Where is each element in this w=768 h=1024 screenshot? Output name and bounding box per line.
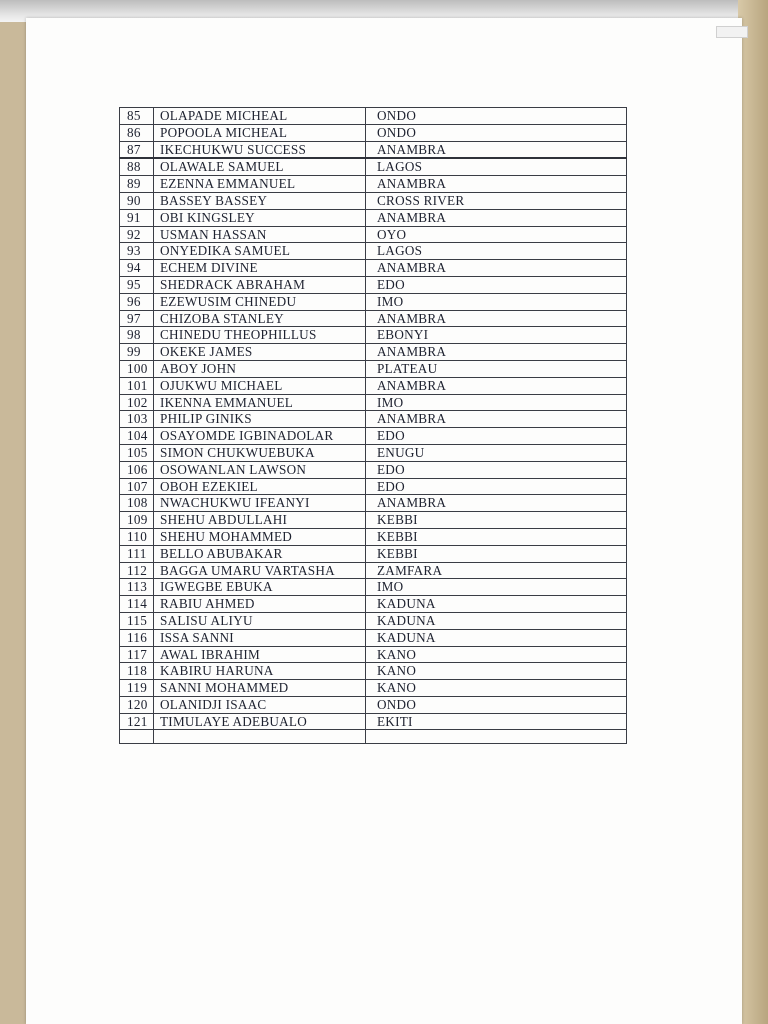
- empty-table-row: [120, 730, 627, 744]
- state-cell: IMO: [366, 293, 627, 310]
- state-cell: LAGOS: [366, 243, 627, 260]
- name-cell: TIMULAYE ADEBUALO: [154, 713, 366, 730]
- table-row: [120, 579, 627, 596]
- name-cell: SIMON CHUKWUEBUKA: [154, 444, 366, 461]
- table-row: [120, 243, 627, 260]
- serial-number-cell: 111: [120, 545, 154, 562]
- serial-number-cell: 113: [120, 579, 154, 596]
- table-row: [120, 276, 627, 293]
- serial-number-cell: 104: [120, 428, 154, 445]
- name-cell: ONYEDIKA SAMUEL: [154, 243, 366, 260]
- serial-number-cell: 94: [120, 260, 154, 277]
- state-cell: ANAMBRA: [366, 495, 627, 512]
- serial-number-cell: 99: [120, 344, 154, 361]
- state-cell: ANAMBRA: [366, 209, 627, 226]
- name-cell: SHEHU ABDULLAHI: [154, 512, 366, 529]
- serial-number-cell: 120: [120, 696, 154, 713]
- table-row: [120, 545, 627, 562]
- serial-number-cell: 117: [120, 646, 154, 663]
- serial-number-cell: 97: [120, 310, 154, 327]
- empty-cell: [366, 730, 627, 744]
- state-cell: ANAMBRA: [366, 344, 627, 361]
- name-cell: OLANIDJI ISAAC: [154, 696, 366, 713]
- name-cell: AWAL IBRAHIM: [154, 646, 366, 663]
- table-row: [120, 646, 627, 663]
- page-corner: [716, 26, 748, 38]
- state-cell: EBONYI: [366, 327, 627, 344]
- backdrop-surface: [738, 0, 768, 1024]
- state-cell: KEBBI: [366, 512, 627, 529]
- serial-number-cell: 118: [120, 663, 154, 680]
- name-cell: SALISU ALIYU: [154, 612, 366, 629]
- serial-number-cell: 109: [120, 512, 154, 529]
- table-row: [120, 696, 627, 713]
- name-cell: NWACHUKWU IFEANYI: [154, 495, 366, 512]
- table-row: [120, 663, 627, 680]
- serial-number-cell: 105: [120, 444, 154, 461]
- serial-number-cell: 116: [120, 629, 154, 646]
- name-cell: ECHEM DIVINE: [154, 260, 366, 277]
- name-cell: CHIZOBA STANLEY: [154, 310, 366, 327]
- name-cell: OBOH EZEKIEL: [154, 478, 366, 495]
- name-cell: USMAN HASSAN: [154, 226, 366, 243]
- table-row: [120, 444, 627, 461]
- state-cell: IMO: [366, 394, 627, 411]
- serial-number-cell: 98: [120, 327, 154, 344]
- serial-number-cell: 115: [120, 612, 154, 629]
- name-cell: ISSA SANNI: [154, 629, 366, 646]
- state-cell: OYO: [366, 226, 627, 243]
- state-cell: ANAMBRA: [366, 377, 627, 394]
- name-cell: EZEWUSIM CHINEDU: [154, 293, 366, 310]
- name-cell: RABIU AHMED: [154, 596, 366, 613]
- name-cell: IGWEGBE EBUKA: [154, 579, 366, 596]
- state-cell: EKITI: [366, 713, 627, 730]
- name-cell: IKECHUKWU SUCCESS: [154, 141, 366, 158]
- table-row: [120, 596, 627, 613]
- serial-number-cell: 114: [120, 596, 154, 613]
- name-cell: PHILIP GINIKS: [154, 411, 366, 428]
- serial-number-cell: 110: [120, 528, 154, 545]
- state-cell: KADUNA: [366, 612, 627, 629]
- serial-number-cell: 87: [120, 141, 154, 158]
- roster-table-body: [120, 108, 627, 744]
- table-row: [120, 260, 627, 277]
- state-cell: EDO: [366, 478, 627, 495]
- table-row: [120, 327, 627, 344]
- table-row: [120, 495, 627, 512]
- state-cell: ANAMBRA: [366, 141, 627, 158]
- name-cell: SHEHU MOHAMMED: [154, 528, 366, 545]
- empty-cell: [154, 730, 366, 744]
- state-cell: ZAMFARA: [366, 562, 627, 579]
- table-row: [120, 461, 627, 478]
- state-cell: ONDO: [366, 124, 627, 141]
- table-row: [120, 209, 627, 226]
- table-row: [120, 226, 627, 243]
- table-row: [120, 141, 627, 158]
- serial-number-cell: 108: [120, 495, 154, 512]
- name-cell: BAGGA UMARU VARTASHA: [154, 562, 366, 579]
- state-cell: KADUNA: [366, 596, 627, 613]
- table-row: [120, 612, 627, 629]
- state-cell: PLATEAU: [366, 360, 627, 377]
- state-cell: ANAMBRA: [366, 310, 627, 327]
- state-cell: CROSS RIVER: [366, 192, 627, 209]
- serial-number-cell: 107: [120, 478, 154, 495]
- state-cell: KEBBI: [366, 528, 627, 545]
- table-row: [120, 713, 627, 730]
- table-row: [120, 344, 627, 361]
- name-cell: CHINEDU THEOPHILLUS: [154, 327, 366, 344]
- table-row: [120, 411, 627, 428]
- table-row: [120, 176, 627, 193]
- name-cell: OLAPADE MICHEAL: [154, 108, 366, 125]
- name-cell: EZENNA EMMANUEL: [154, 176, 366, 193]
- table-row: [120, 192, 627, 209]
- serial-number-cell: 121: [120, 713, 154, 730]
- name-cell: OJUKWU MICHAEL: [154, 377, 366, 394]
- name-cell: SHEDRACK ABRAHAM: [154, 276, 366, 293]
- table-row: [120, 512, 627, 529]
- state-cell: EDO: [366, 276, 627, 293]
- name-cell: OBI KINGSLEY: [154, 209, 366, 226]
- table-row: [120, 680, 627, 697]
- table-row: [120, 293, 627, 310]
- name-cell: BELLO ABUBAKAR: [154, 545, 366, 562]
- table-row: [120, 124, 627, 141]
- name-cell: OSOWANLAN LAWSON: [154, 461, 366, 478]
- serial-number-cell: 102: [120, 394, 154, 411]
- state-cell: KANO: [366, 663, 627, 680]
- name-cell: POPOOLA MICHEAL: [154, 124, 366, 141]
- serial-number-cell: 90: [120, 192, 154, 209]
- roster-table: [119, 107, 627, 744]
- serial-number-cell: 95: [120, 276, 154, 293]
- serial-number-cell: 92: [120, 226, 154, 243]
- state-cell: ONDO: [366, 696, 627, 713]
- serial-number-cell: 85: [120, 108, 154, 125]
- state-cell: KANO: [366, 646, 627, 663]
- state-cell: ANAMBRA: [366, 176, 627, 193]
- state-cell: ONDO: [366, 108, 627, 125]
- name-cell: OKEKE JAMES: [154, 344, 366, 361]
- table-row: [120, 478, 627, 495]
- name-cell: ABOY JOHN: [154, 360, 366, 377]
- serial-number-cell: 103: [120, 411, 154, 428]
- table-row: [120, 394, 627, 411]
- state-cell: KEBBI: [366, 545, 627, 562]
- table-row: [120, 377, 627, 394]
- table-row: [120, 528, 627, 545]
- serial-number-cell: 96: [120, 293, 154, 310]
- state-cell: ANAMBRA: [366, 411, 627, 428]
- serial-number-cell: 119: [120, 680, 154, 697]
- state-cell: EDO: [366, 461, 627, 478]
- state-cell: KANO: [366, 680, 627, 697]
- table-row: [120, 158, 627, 175]
- serial-number-cell: 100: [120, 360, 154, 377]
- serial-number-cell: 91: [120, 209, 154, 226]
- state-cell: ENUGU: [366, 444, 627, 461]
- serial-number-cell: 88: [120, 158, 154, 175]
- serial-number-cell: 89: [120, 176, 154, 193]
- table-row: [120, 310, 627, 327]
- empty-cell: [120, 730, 154, 744]
- table-row: [120, 360, 627, 377]
- table-row: [120, 629, 627, 646]
- serial-number-cell: 106: [120, 461, 154, 478]
- name-cell: BASSEY BASSEY: [154, 192, 366, 209]
- state-cell: LAGOS: [366, 158, 627, 175]
- table-row: [120, 108, 627, 125]
- serial-number-cell: 101: [120, 377, 154, 394]
- table-row: [120, 428, 627, 445]
- state-cell: KADUNA: [366, 629, 627, 646]
- name-cell: IKENNA EMMANUEL: [154, 394, 366, 411]
- table-row: [120, 562, 627, 579]
- name-cell: OSAYOMDE IGBINADOLAR: [154, 428, 366, 445]
- serial-number-cell: 86: [120, 124, 154, 141]
- state-cell: EDO: [366, 428, 627, 445]
- document-page: [26, 18, 742, 1024]
- name-cell: OLAWALE SAMUEL: [154, 158, 366, 175]
- state-cell: IMO: [366, 579, 627, 596]
- name-cell: SANNI MOHAMMED: [154, 680, 366, 697]
- serial-number-cell: 93: [120, 243, 154, 260]
- name-cell: KABIRU HARUNA: [154, 663, 366, 680]
- state-cell: ANAMBRA: [366, 260, 627, 277]
- serial-number-cell: 112: [120, 562, 154, 579]
